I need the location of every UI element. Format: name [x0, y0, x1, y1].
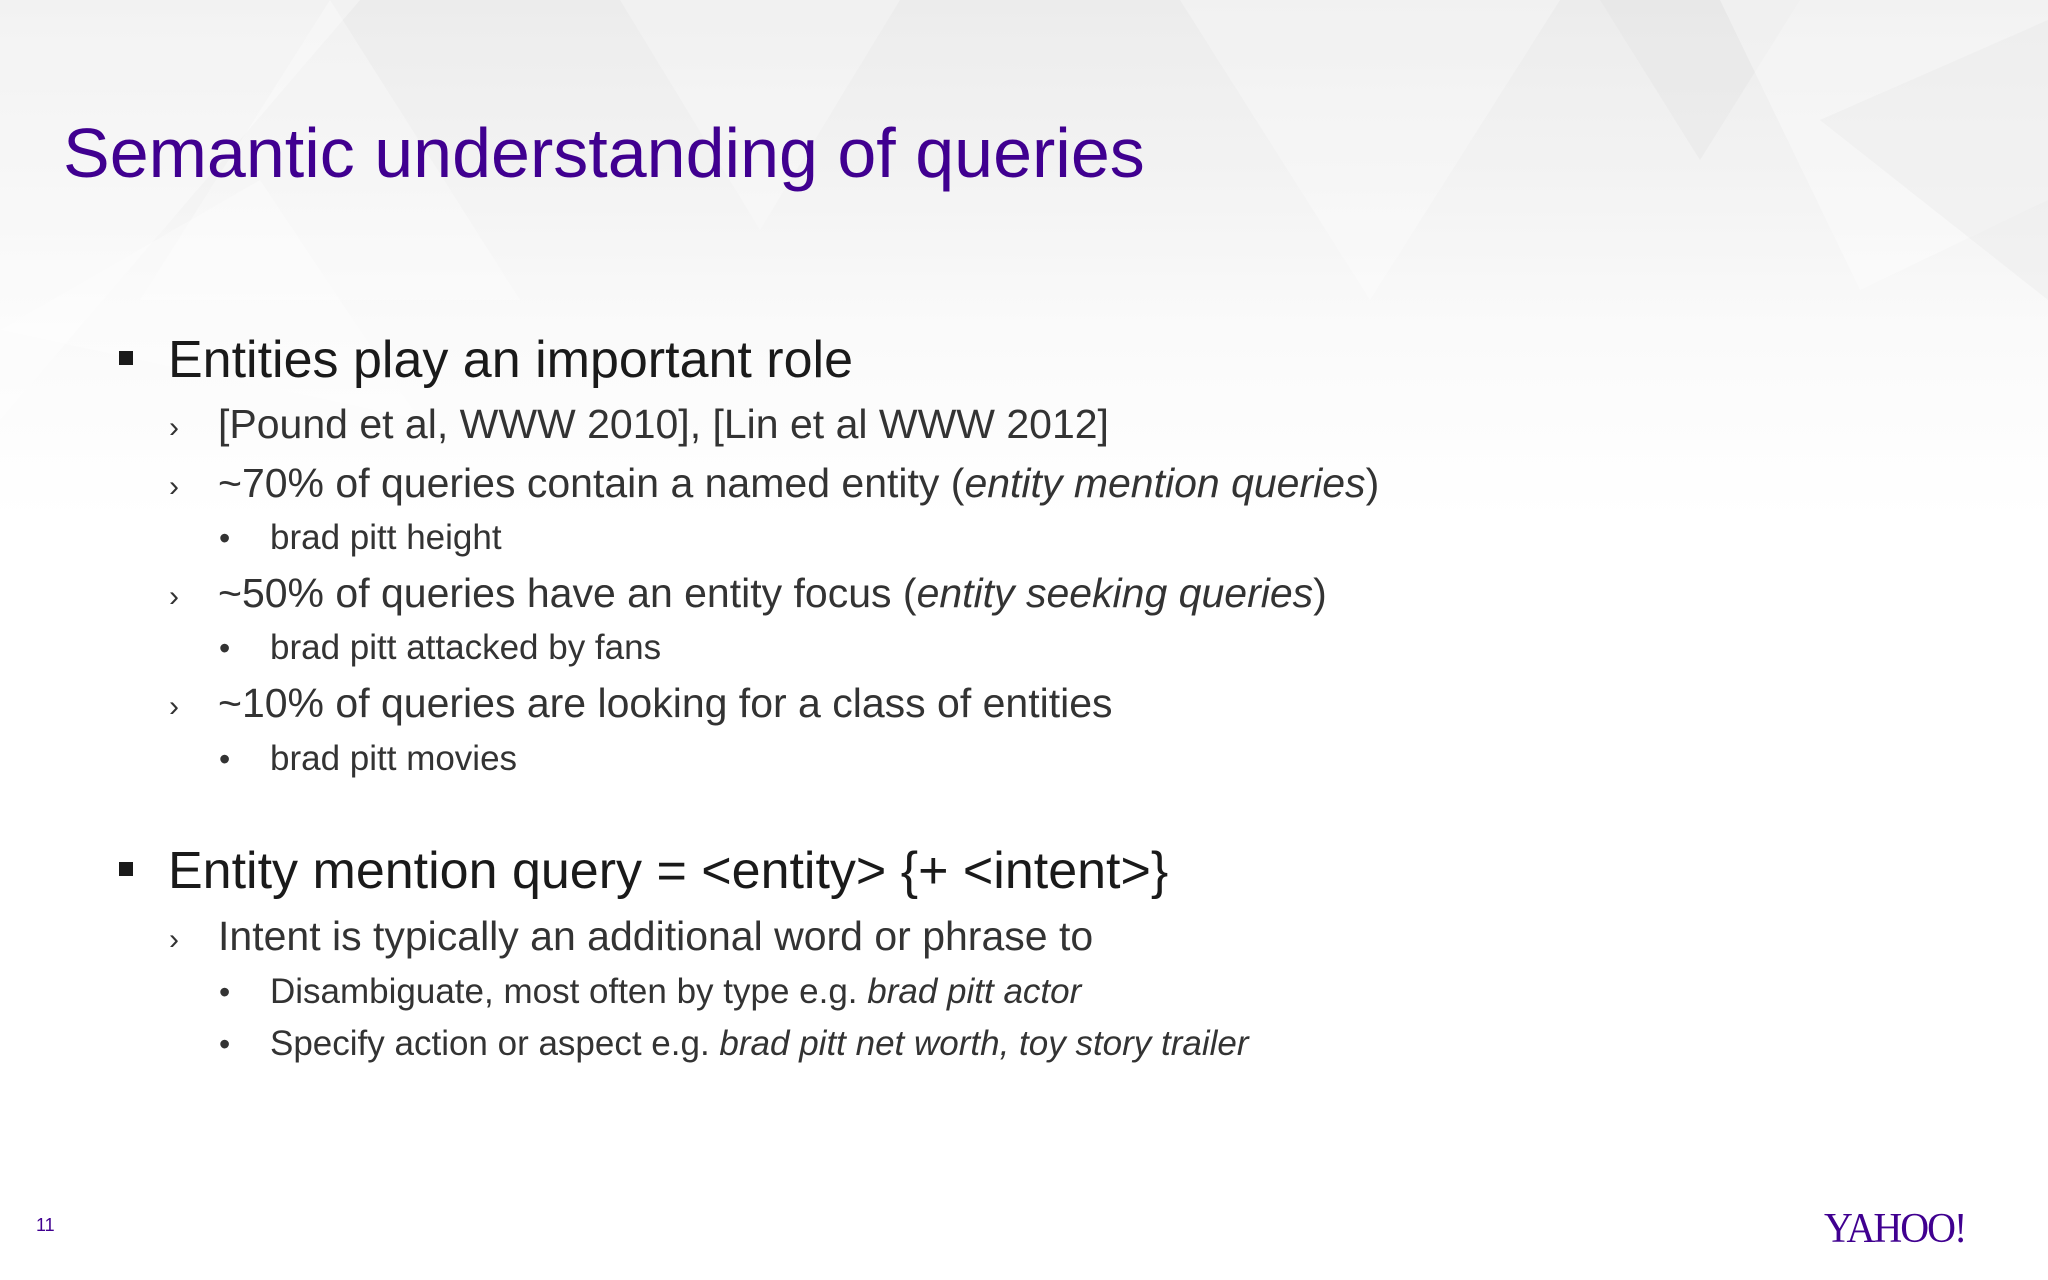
- dot-bullet-icon: •: [219, 630, 231, 666]
- detail-text: Disambiguate, most often by type e.g.: [270, 972, 868, 1011]
- bullet-text: Entities play an important role: [168, 331, 854, 389]
- detail-text: Specify action or aspect e.g.: [270, 1024, 720, 1063]
- emphasis-term: entity mention queries: [964, 460, 1366, 506]
- sub-bullet-entity-seeking: [169, 569, 1327, 617]
- sub-bullet-entity-mention: [169, 459, 1380, 507]
- square-bullet-icon: [119, 862, 133, 876]
- square-bullet-icon: [119, 351, 133, 365]
- sub-bullet-text: [Pound et al, WWW 2010], [Lin et al WWW 2012]: [218, 401, 1109, 447]
- dot-bullet-icon: •: [219, 520, 231, 556]
- example-query: brad pitt net worth, toy story trailer: [719, 1024, 1249, 1063]
- dot-bullet-icon: •: [219, 741, 231, 777]
- chevron-right-icon: ›: [169, 470, 179, 503]
- dot-bullet-icon: •: [219, 1026, 231, 1062]
- chevron-right-icon: ›: [169, 411, 179, 444]
- sub-bullet-references: [169, 400, 1109, 448]
- yahoo-logo: [1824, 1202, 1974, 1248]
- slide-title: Semantic understanding of queries: [63, 114, 1145, 192]
- sub-bullet-text: Intent is typically an additional word or phrase to: [218, 913, 1094, 959]
- detail-disambiguate: [219, 971, 1082, 1013]
- detail-specify-action: [219, 1023, 1249, 1065]
- sub-bullet-text-end: ): [1365, 460, 1380, 506]
- example-entity-mention: [219, 517, 502, 559]
- chevron-right-icon: ›: [169, 690, 179, 723]
- example-entity-seeking: [219, 627, 662, 669]
- svg-text:YAHOO!: YAHOO!: [1824, 1204, 1966, 1248]
- sub-bullet-text: ~70% of queries contain a named entity (: [218, 460, 965, 506]
- bullet-entity-mention-query: [168, 841, 1168, 901]
- sub-bullet-text: ~50% of queries have an entity focus (: [218, 570, 917, 616]
- sub-bullet-text-end: ): [1313, 570, 1327, 616]
- sub-bullet-entity-class: [169, 679, 1113, 727]
- example-entity-class: [219, 738, 518, 780]
- sub-bullet-intent: [169, 912, 1094, 960]
- bullet-text: Entity mention query = <entity> {+ <intent>}: [168, 842, 1169, 900]
- dot-bullet-icon: •: [219, 974, 231, 1010]
- page-number: 11: [36, 1215, 55, 1235]
- example-text: brad pitt movies: [270, 739, 518, 778]
- chevron-right-icon: ›: [169, 580, 179, 613]
- example-text: brad pitt height: [270, 518, 502, 557]
- emphasis-term: entity seeking queries: [916, 570, 1314, 616]
- example-query: brad pitt actor: [867, 972, 1082, 1011]
- sub-bullet-text: ~10% of queries are looking for a class of entities: [218, 680, 1113, 726]
- example-text: brad pitt attacked by fans: [270, 628, 662, 667]
- chevron-right-icon: ›: [169, 923, 179, 956]
- bullet-entities-role: [168, 330, 853, 390]
